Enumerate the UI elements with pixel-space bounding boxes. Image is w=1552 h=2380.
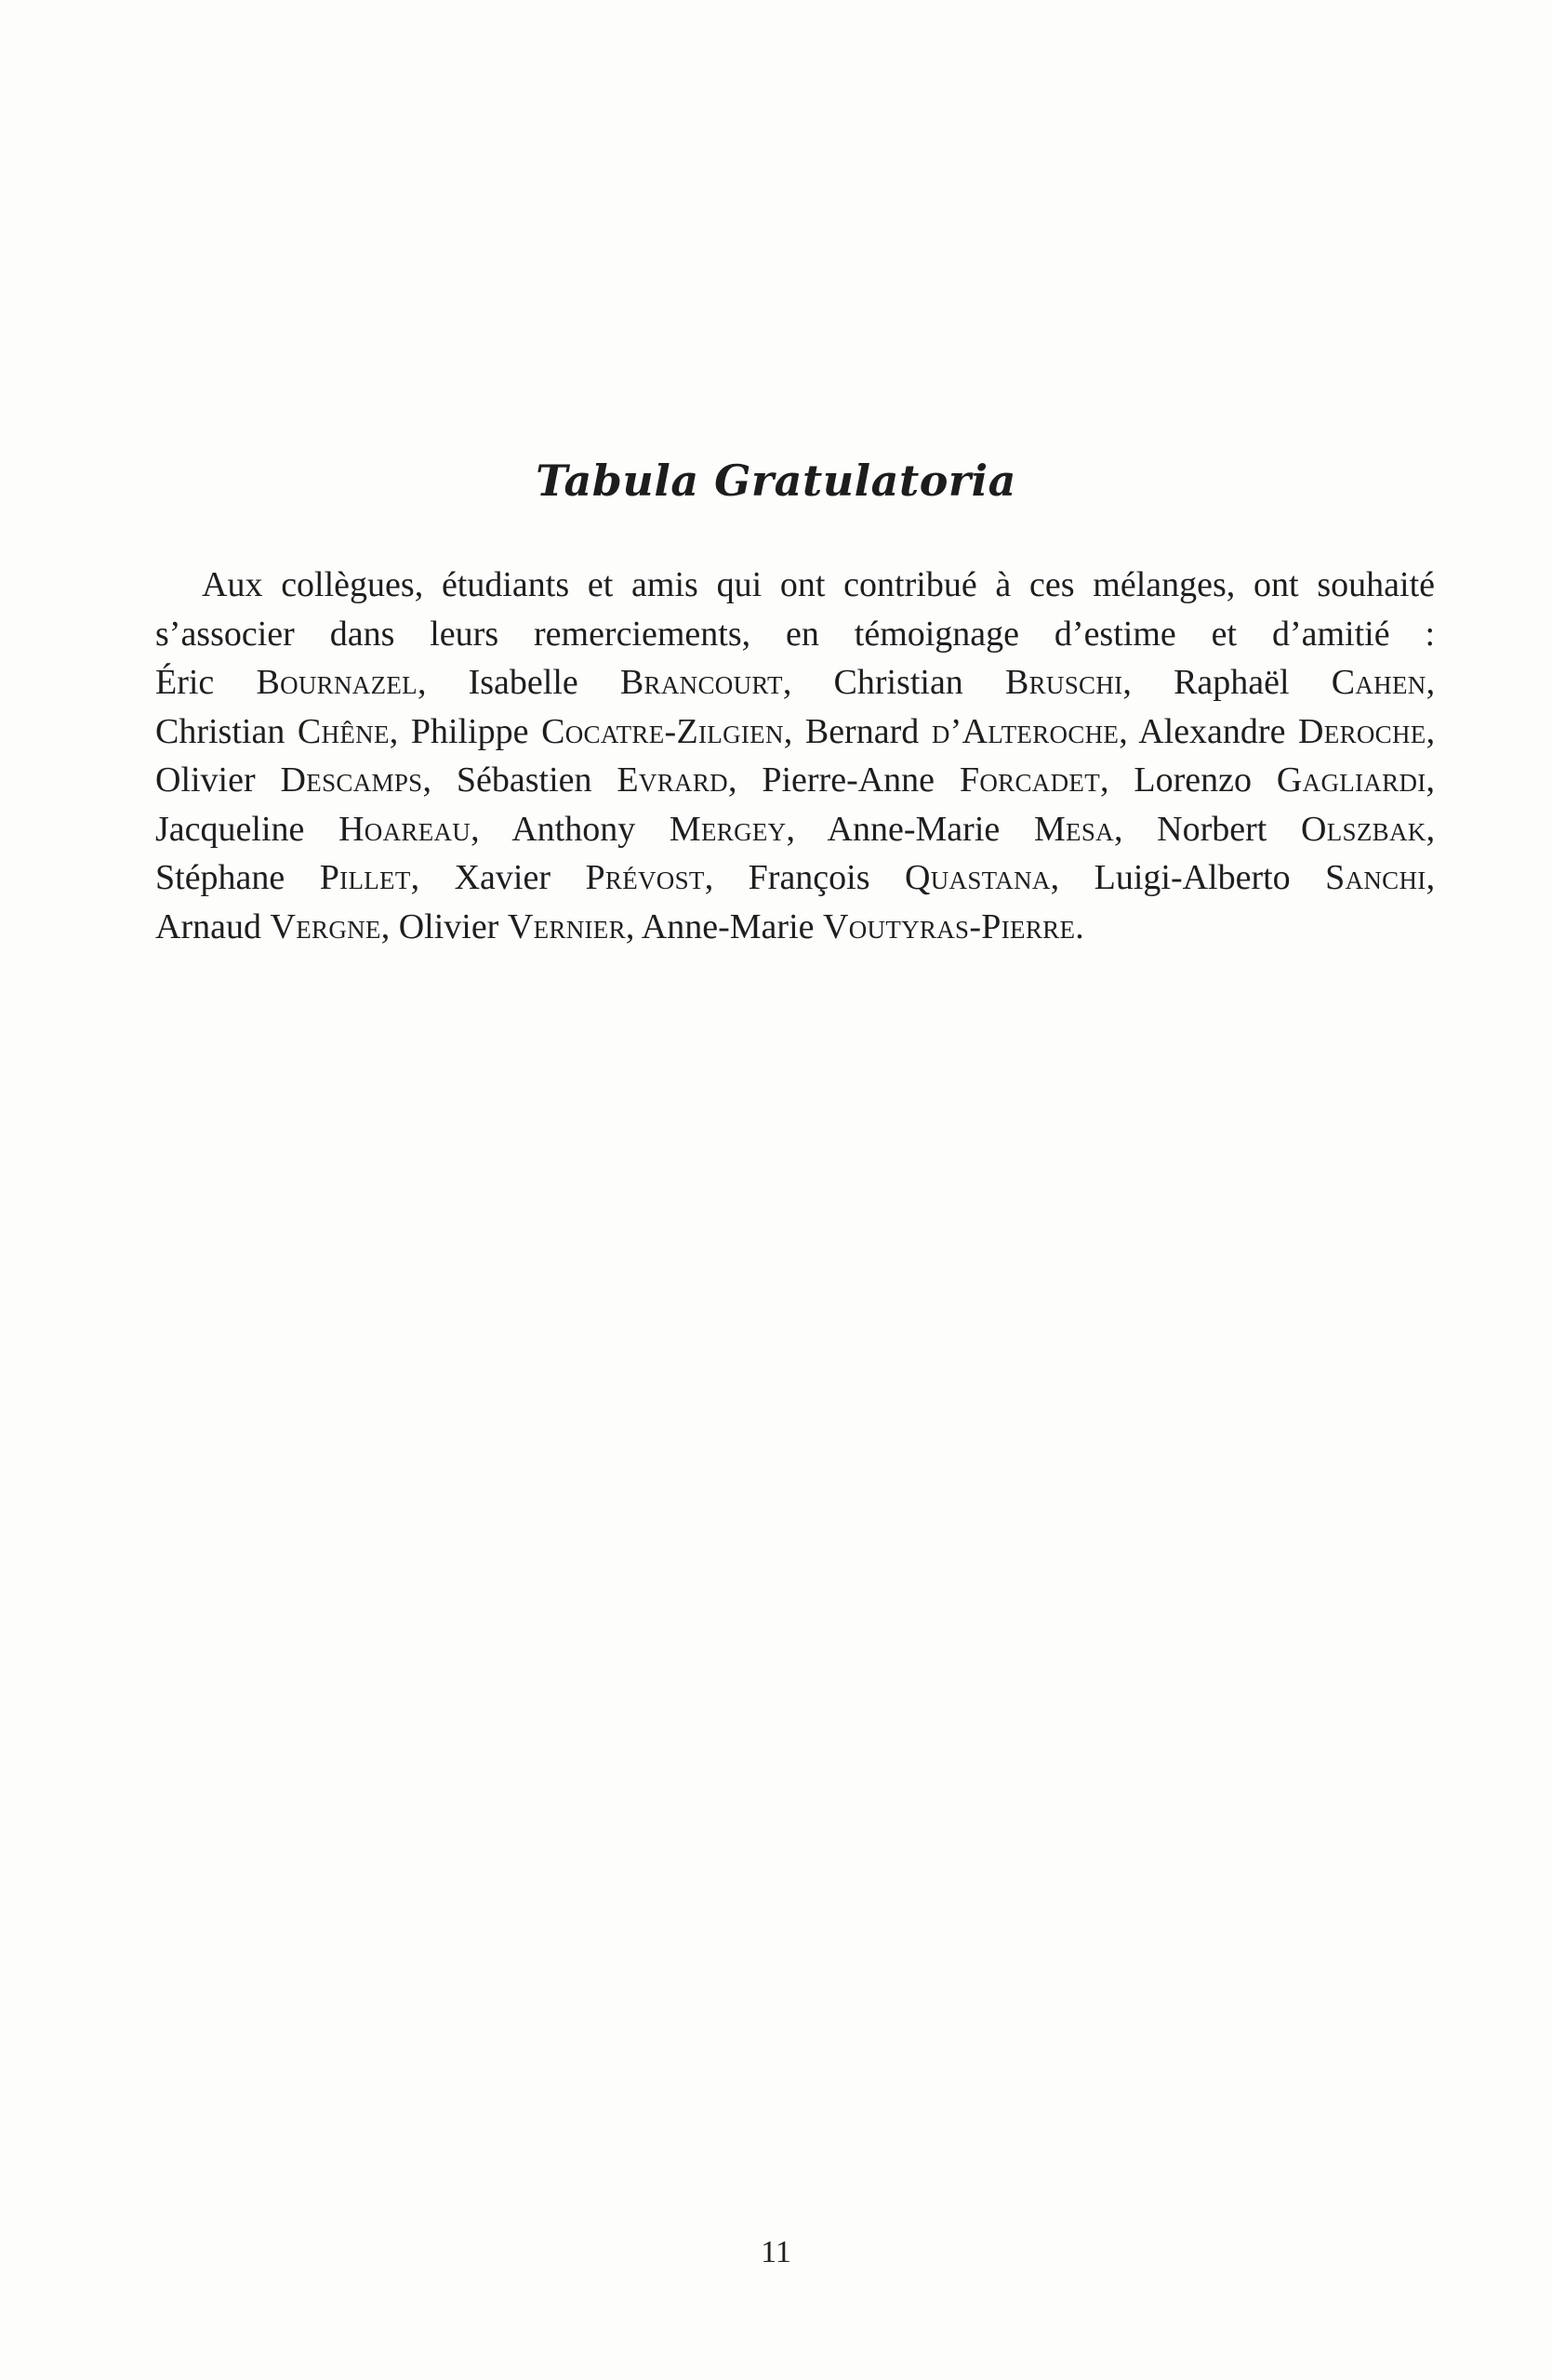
contributor-first-name: Norbert [1157, 809, 1267, 849]
contributor-first-name: Anne-Marie [641, 906, 815, 946]
contributor-name: Pierre-Anne Forcadet, [762, 760, 1134, 800]
contributor-last-name: Mesa [1033, 809, 1114, 849]
contributor-name: Raphaël Cahen, [1174, 663, 1436, 702]
contributor-first-name: Bernard [804, 711, 920, 751]
contributor-first-name: Arnaud [155, 906, 261, 946]
contributor-first-name: Sébastien [456, 760, 592, 800]
contributor-name: Sébastien Evrard, [456, 760, 763, 800]
contributor-first-name: Anthony [511, 809, 636, 849]
contributor-name: Lorenzo Gagliardi, [1134, 760, 1436, 800]
contributor-first-name: Éric [155, 663, 215, 702]
contributor-name: Éric Bournazel, [155, 663, 469, 702]
contributor-last-name: Vergne [270, 906, 381, 946]
contributor-name: Olivier Descamps, [155, 760, 457, 800]
contributor-last-name: Brancourt [619, 663, 783, 702]
contributor-name: Arnaud Vergne, [155, 906, 399, 946]
contributor-last-name: Quastana [904, 858, 1051, 897]
contributor-name: Christian Bruschi, [833, 663, 1174, 702]
contributor-name: Xavier Prévost, [454, 858, 749, 897]
contributor-first-name: Alexandre [1138, 711, 1286, 751]
contributor-first-name: Pierre-Anne [762, 760, 935, 800]
page-number: 11 [761, 2235, 791, 2269]
contributor-last-name: Sanchi [1325, 858, 1426, 897]
page-title: Tabula Gratulatoria [536, 456, 1016, 506]
contributor-last-name: Olszbak [1301, 809, 1426, 849]
contributor-first-name: Stéphane [155, 858, 285, 897]
contributor-name: Christian Chêne, [155, 711, 411, 751]
contributor-first-name: Christian [155, 711, 285, 751]
contributor-last-name: Pillet [319, 858, 411, 897]
names-list [155, 663, 1435, 946]
contributor-first-name: Jacqueline [155, 809, 305, 849]
contributor-first-name: Philippe [410, 711, 529, 751]
contributor-name: Anne-Marie Mesa, [827, 809, 1158, 849]
contributor-name: Luigi-Alberto Sanchi, [1094, 858, 1436, 897]
contributor-first-name: Luigi-Alberto [1094, 858, 1291, 897]
contributor-last-name: Evrard [617, 760, 728, 800]
contributor-first-name: Xavier [454, 858, 550, 897]
contributor-last-name: Cahen [1331, 663, 1426, 702]
contributor-name: Jacqueline Hoareau, [155, 809, 512, 849]
contributor-first-name: Olivier [155, 760, 256, 800]
contributor-last-name: Hoareau [338, 809, 471, 849]
contributor-name: Norbert Olszbak, [1157, 809, 1436, 849]
contributor-first-name: Olivier [398, 906, 499, 946]
contributor-name: Isabelle Brancourt, [468, 663, 834, 702]
contributor-last-name: Voutyras-Pierre [823, 906, 1076, 946]
contributor-last-name: d’Alteroche [931, 711, 1120, 751]
contributor-first-name: Anne-Marie [827, 809, 1001, 849]
contributor-last-name: Cocatre-Zilgien [541, 711, 784, 751]
contributor-last-name: Prévost [585, 858, 705, 897]
contributor-first-name: Raphaël [1174, 663, 1290, 702]
gratulatoria-paragraph [155, 561, 1435, 951]
contributor-last-name: Mergey [669, 809, 787, 849]
contributor-last-name: Bournazel [256, 663, 418, 702]
contributor-first-name: Lorenzo [1134, 760, 1253, 800]
contributor-name: Anne-Marie Voutyras-Pierre. [641, 906, 1084, 946]
contributor-last-name: Gagliardi [1276, 760, 1426, 800]
contributor-last-name: Deroche [1298, 711, 1426, 751]
contributor-name: Olivier Vernier, [398, 906, 642, 946]
contributor-name: François Quastana, [748, 858, 1094, 897]
contributor-last-name: Vernier [507, 906, 626, 946]
contributor-name: Philippe Cocatre-Zilgien, [410, 711, 805, 751]
contributor-last-name: Descamps [280, 760, 423, 800]
contributor-last-name: Chêne [297, 711, 390, 751]
contributor-last-name: Forcadet [959, 760, 1100, 800]
contributor-first-name: François [748, 858, 870, 897]
contributor-name: Bernard d’Alteroche, [804, 711, 1139, 751]
contributor-name: Stéphane Pillet, [155, 858, 455, 897]
intro-text: Aux collègues, étudiants et amis qui ont contribué à ces mélanges, ont souhaité s’associer dans leurs remerciements, en témoignage d’estime et d’amitié : [155, 565, 1435, 654]
contributor-name: Anthony Mergey, [511, 809, 828, 849]
contributor-name: Alexandre Deroche, [1138, 711, 1436, 751]
contributor-first-name: Isabelle [468, 663, 578, 702]
contributor-last-name: Bruschi [1004, 663, 1123, 702]
contributor-first-name: Christian [833, 663, 963, 702]
